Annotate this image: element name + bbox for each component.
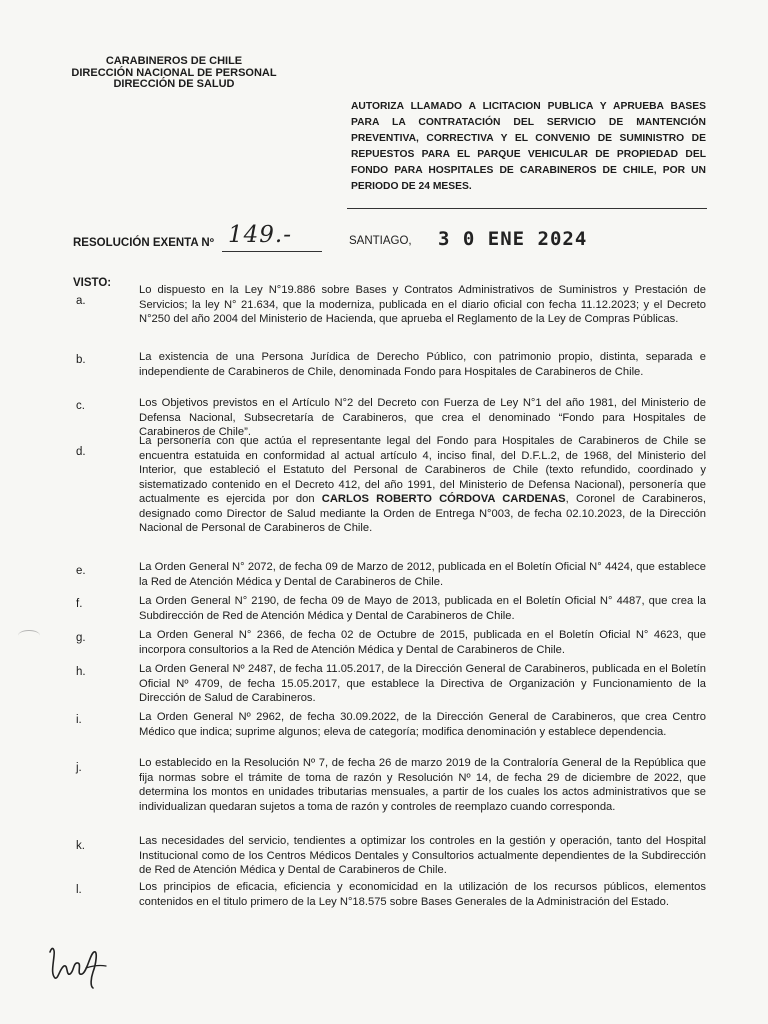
resolution-number-handwritten: 149.- [228,222,292,248]
header-line-directorate: DIRECCIÓN NACIONAL DE PERSONAL [71,66,277,79]
margin-smudge [18,630,40,641]
item-text: La Orden General N° 2366, de fecha 02 de Octubre de 2015, publicada en el Boletín Oficial N° 4623, que incorpora consultorios a la Red de Atención Médica y Dental de Carabineros de Chile. [139,629,706,656]
item-letter: e. [76,565,86,577]
item-text: Las necesidades del servicio, tendientes a optimizar los controles en la gestión y operación, tanto del Hospital Institucional como de los Centros Médicos Dentales y Consultorios actualmente dependientes de la Subdirección de Red de Atención Médica y Dental de Carabineros de Chile. [139,835,706,876]
signature-initials-icon [46,938,112,990]
issuer-header [54,56,294,91]
item-letter: k. [76,840,85,852]
representative-name: CARLOS ROBERTO CÓRDOVA CARDENAS [321,493,566,505]
item-text: Los Objetivos previstos en el Artículo N°2 del Decreto con Fuerza de Ley N°1 del año 1981, del Ministerio de Defensa Nacional, Subsecretaría de Carabineros, que crea el denominado “Fondo para Hospitales de Carabineros de Chile”. [139,397,706,438]
item-letter: d. [76,446,86,458]
city-label: SANTIAGO, [349,235,412,247]
item-letter: l. [76,884,82,896]
item-text: La Orden General Nº 2487, de fecha 11.05.2017, de la Dirección General de Carabineros, publicada en el Boletín Oficial Nº 4709, de fecha 15.05.2017, que establece la Directiva de Organización y Funcionamiento de la Dirección de Salud de Carabineros. [139,663,706,704]
item-text: La existencia de una Persona Jurídica de Derecho Público, con patrimonio propio, distinta, separada e independiente de Carabineros de Chile, denominada Fondo para Hospitales de Carabineros de Chile. [139,351,706,378]
item-text [139,434,706,536]
resolution-subject: AUTORIZA LLAMADO A LICITACION PUBLICA Y APRUEBA BASES PARA LA CONTRATACIÓN DEL SERVICIO DE MANTENCIÓN PREVENTIVA, CORRECTIVA Y EL CONVENIO DE SUMINISTRO DE REPUESTOS PARA EL PARQUE VEHICULAR DE PROPIEDAD DEL FONDO PARA HOSPITALES DE CARABINEROS DE CHILE, POR UN PERIODO DE 24 MESES. [351,101,706,192]
item-letter: b. [76,354,86,366]
item-text: Lo dispuesto en la Ley N°19.886 sobre Bases y Contratos Administrativos de Suministros y Prestación de Servicios; la ley N° 21.634, que la moderniza, publicada en el diario oficial con fecha 11.12.2023; y el Decreto N°250 del año 2004 del Ministerio de Hacienda, que aprueba el Reglamento de la Ley de Compras Públicas. [139,284,706,325]
item-text: La Orden General N° 2072, de fecha 09 de Marzo de 2012, publicada en el Boletín Oficial N° 4424, que establece la Red de Atención Médica y Dental de Carabineros de Chile. [139,561,706,588]
item-letter: f. [76,598,83,610]
item-text: Los principios de eficacia, eficiencia y economicidad en la utilización de los recursos públicos, elementos contenidos en el titulo primero de la Ley N°18.575 sobre Bases Generales de la Administración del Estado. [139,881,706,908]
header-line-institution: CARABINEROS DE CHILE [105,55,243,67]
item-text-part: La personería con que actúa el representante legal del Fondo para Hospitales de Carabineros de Chile se encuentra estatuida en conformidad al actual artículo 4, inciso final, del D.F.L.2, de 1968, del Ministerio del Interior, que estableció el Estatuto del Personal de Carabineros de Chile (texto refundido, coordinado y sistematizado contenido en el Decreto 412, del año 1991, del Ministerio de Defensa Nacional), personería que actualmente es ejercida por don [139,435,706,505]
item-letter: i. [76,714,82,726]
item-letter: a. [76,295,86,307]
item-text-part: , Coronel de Carabineros, designado como Director de Salud mediante la Orden de Entrega N°003, de fecha 02.10.2023, de la Dirección Nacional de Personal de Carabineros de Chile. [139,493,706,534]
subject-underline [347,208,707,209]
resolution-label: RESOLUCIÓN EXENTA Nº [73,237,214,249]
item-text: Lo establecido en la Resolución Nº 7, de fecha 26 de marzo 2019 de la Contraloría General de la República que fija normas sobre el trámite de toma de razón y Resolución Nº 14, de fecha 29 de diciembre de 2022, que determina los montos en unidades tributarias mensuales, a partir de los cuales los actos administrativos que se individualizan quedaran sujetos a toma de razón y controles de reemplazo cuando corresponda. [139,757,706,813]
resolution-number-line [222,251,322,252]
header-line-department: DIRECCIÓN DE SALUD [113,78,235,90]
item-letter: g. [76,632,86,644]
item-text: La Orden General Nº 2962, de fecha 30.09.2022, de la Dirección General de Carabineros, que crea Centro Médico que indica; suprime algunos; eleva de categoría; modifica denominación y establece dependencia. [139,711,706,738]
visto-heading: VISTO: [73,277,112,289]
item-letter: j. [76,762,82,774]
item-text: La Orden General N° 2190, de fecha 09 de Mayo de 2013, publicada en el Boletín Oficial N° 4487, que crea la Subdirección de Red de Atención Médica y Dental de Carabineros de Chile. [139,595,706,622]
item-letter: c. [76,400,85,412]
date-stamp: 3 0 ENE 2024 [438,228,588,250]
item-letter: h. [76,666,86,678]
